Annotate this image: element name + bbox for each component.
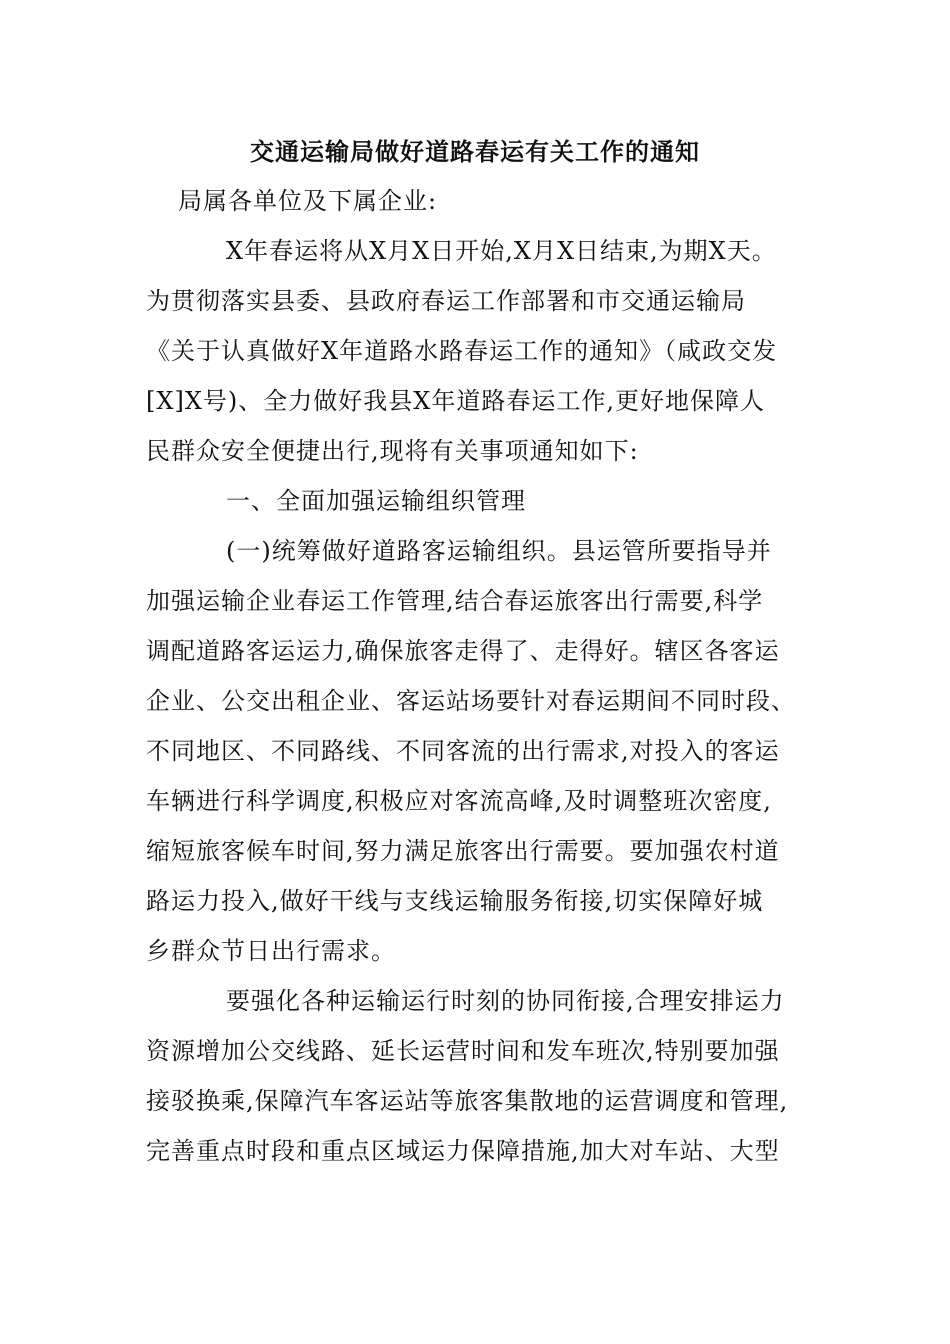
body-line: 资源增加公交线路、延长运营时间和发车班次,特别要加强 — [146, 1037, 780, 1065]
body-line: 《关于认真做好X年道路水路春运工作的通知》（咸政交发 — [146, 337, 778, 365]
body-line: (一)统筹做好道路客运输组织。县运管所要指导并 — [226, 537, 772, 565]
body-line: 不同地区、不同路线、不同客流的出行需求,对投入的客运 — [146, 737, 780, 765]
body-line: 接驳换乘,保障汽车客运站等旅客集散地的运营调度和管理, — [146, 1087, 789, 1115]
document-title: 交通运输局做好道路春运有关工作的通知 — [250, 137, 700, 166]
section-heading: 一、全面加强运输组织管理 — [226, 487, 526, 515]
body-line: 要强化各种运输运行时刻的协同衔接,合理安排运力 — [226, 987, 785, 1015]
salutation-line: 局属各单位及下属企业: — [178, 187, 438, 215]
body-line: 车辆进行科学调度,积极应对客流高峰,及时调整班次密度, — [146, 787, 772, 815]
body-line: 为贯彻落实县委、县政府春运工作部署和市交通运输局 — [146, 287, 746, 315]
body-line: 乡群众节日出行需求。 — [146, 937, 396, 965]
body-line: 缩短旅客候车时间,努力满足旅客出行需要。要加强农村道 — [146, 837, 780, 865]
body-line: 完善重点时段和重点区域运力保障措施,加大对车站、大型 — [146, 1137, 780, 1165]
body-line: X年春运将从X月X日开始,X月X日结束,为期X天。 — [226, 237, 777, 265]
body-line: 企业、公交出租企业、客运站场要针对春运期间不同时段、 — [146, 687, 796, 715]
body-line: 民群众安全便捷出行,现将有关事项通知如下: — [146, 437, 639, 465]
body-line: 路运力投入,做好干线与支线运输服务衔接,切实保障好城 — [146, 887, 764, 915]
body-line: 加强运输企业春运工作管理,结合春运旅客出行需要,科学 — [146, 587, 764, 615]
body-line: 调配道路客运运力,确保旅客走得了、走得好。辖区各客运 — [146, 637, 780, 665]
body-line: [X]X号)、全力做好我县X年道路春运工作,更好地保障人 — [146, 387, 765, 415]
